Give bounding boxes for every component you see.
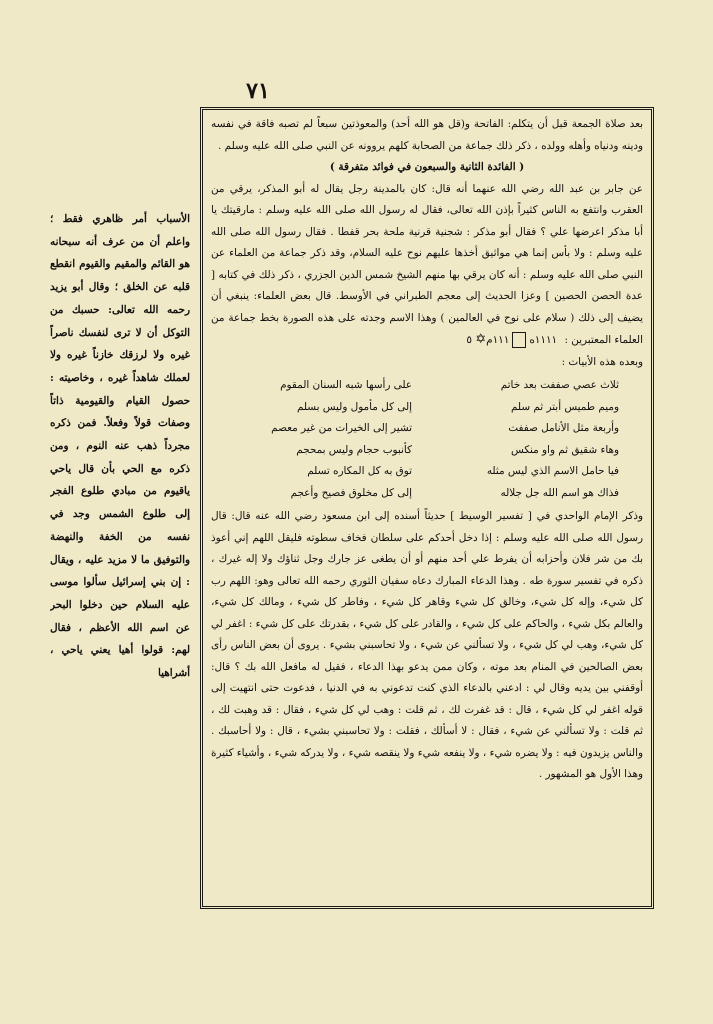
verse-line: وأربعة مثل الأنامل صففت — [508, 422, 619, 434]
main-text-body — [211, 114, 643, 902]
verse-line: إلى كل مخلوق فصيح وأعجم — [290, 486, 412, 499]
verse-line: وهاء شقيق ثم واو منكس — [511, 443, 619, 456]
jabir-paragraph — [211, 179, 643, 352]
star-icon: ✡ — [475, 332, 487, 347]
verse-line: فذاك هو اسم الله جل جلاله — [500, 486, 619, 499]
main-text-frame — [200, 107, 654, 909]
margin-commentary — [50, 208, 190, 898]
verse-line: وميم طميس أبتر ثم سلم — [510, 400, 619, 413]
talisman-tail: ٥ — [466, 334, 472, 346]
verses-block — [211, 375, 643, 504]
verse-line: على رأسها شبه السنان المقوم — [280, 379, 412, 391]
talisman-digits-b: ١١١١ه — [529, 334, 558, 346]
verse-line: إلى كل مأمول وليس بسلم — [296, 400, 412, 413]
talisman-digits-a: ١١١م — [486, 334, 510, 346]
section-title: ( الفائدة الثانية والسبعون في فوائد متفرقة ) — [329, 161, 525, 173]
talisman-box — [512, 332, 526, 348]
intro-paragraph: بعد صلاة الجمعة قبل أن يتكلم: الفاتحة و(قل هو الله أحد) والمعوذتين سبعاً لم تصبه فاقة في نفسه ودينه ودنياه وأهله وولده ، ذكر ذلك جماعة من الصحابة كلهم يروونه عن النبي صلى الله عليه وسلم . — [211, 118, 643, 152]
verse-line: تشير إلى الخيرات من غير معصم — [271, 422, 412, 434]
page-number: ٧١ — [246, 78, 270, 104]
verse-line: كأنبوب حجام وليس بمحجم — [296, 443, 412, 456]
jabir-text: عن جابر بن عبد الله رضي الله عنهما أنه قال: كان بالمدينة رجل يقال له أبو المذكر، يرقي من العقرب وانتفع به الناس كثيراً بإذن الله تعالى، فقال له رسول الله صلى الله عليه وسلم : مارقيتك يا أبا مذكر اعرضها علي ؟ فقال أبو مذكر : شجنية قرنية ملحة بحر قفطا . فقال رسول الله صلى الله عليه وسلم : ولا بأس إنما هي مواثيق أخذها عليهم نوح عليه السلام، وقد ذكر جماعة من العلماء عن النبي صلى الله عليه وسلم : أنه كان يرقي بها منهم الشيخ شمس الدين الجزري ، ذكر ذلك في كتابه [ عدة الحصن الحصين ] وعزا الحديث إلى معجم الطبراني في الأوسط. قال بعض العلماء: ينبغي أن يضيف إلى ذلك ( سلام على نوح في العالمين ) وهذا الاسم وجدته على هذه الصورة بخط جماعة من العلماء المعتبرين : — [211, 182, 643, 346]
talisman-name — [466, 329, 557, 352]
verse-line: فيا حامل الاسم الذي ليس مثله — [486, 465, 619, 477]
margin-text: الأسباب أمر ظاهري فقط ؛ واعلم أن من عرف أنه سبحانه هو القائم والمقيم والقيوم انقطع قلبه عن الخلق ؛ وقال أبو يزيد رحمه الله تعالى: حسبك من التوكل أن لا ترى لنفسك ناصراً غيره ولا لرزقك خازناً غيره ولا لعملك شاهداً غيره ، وخاصيته : حصول القيام والقيومية ذاتاً وصفات قولاً وفعلاً. فمن ذكره مجرداً ذهب عنه النوم ، ومن ذكره مع الحي بأن قال ياحي ياقيوم من مبادي طلوع الفجر إلى طلوع الشمس وجد في نفسه من الخفة والنهضة والتوفيق ما لا مزيد عليه ، ويقال : إن بني إسرائيل سألوا موسى عليه السلام حين دخلوا البحر عن اسم الله الأعظم ، فقال لهم: قولوا أهيا يعني ياحي ، أشراهيا — [50, 213, 190, 680]
verse-line: ثلاث عصي صففت بعد خاتم — [500, 379, 619, 391]
verse-line: توق به كل المكاره تسلم — [307, 465, 412, 477]
verses-intro: وبعده هذه الأبيات : — [561, 355, 643, 368]
wahidi-paragraph: وذكر الإمام الواحدي في [ تفسير الوسيط ] حديثاً أسنده إلى ابن مسعود رضي الله عنه قال: قال رسول الله صلى الله عليه وسلم : إذا دخل أحدكم على سلطان فخاف سطوته فليقل اللهم إني أعوذ بك من شر فلان وأحزابه أن يفرط علي أحد منهم أو أن يطغى عز جارك وجل ثناؤك ولا إله غيرك ، ذكره في تفسير سورة طه . وهذا الدعاء المبارك دعاه سفيان الثوري رحمه الله تعالى وهو: اللهم رب كل شيء، وإله كل شيء، وخالق كل شيء وقاهر كل شيء ، وفاطر كل شيء ، ومالك كل شيء، والعالم بكل شيء ، والحاكم على كل شيء ، والقادر على كل شيء ، بقدرتك على كل شيء : اغفر لي كل شيء، وهب لي كل شيء ، ولا تسألني عن شيء ، ولا تحاسبني بشيء . يروى أن بعض الناس رأى بعض الصالحين في المنام بعد موته ، وكان ممن يدعو بهذا الدعاء ، فقيل له مافعل الله بك ؟ قال: أوقفني بين يديه وقال لي : ادعني بالدعاء الذي كنت تدعوني به في الدنيا ، فدعوت حتى انتهيت إلى قوله اغفر لي كل شيء ، قال : قد غفرت لك ، ثم قلت : وهب لي كل شيء ، فقال : قد وهبت لك ، ثم قلت : ولا تسألني عن شيء ، فقال : لا أسألك ، فقلت : ولا تحاسبني بشيء ، قال : ولا أحاسبك . والناس يزيدون فيه : ولا يضره شيء ، ولا ينفعه شيء ولا ينقصه شيء ، ولا يدركه شيء ، وأشياء كثيرة وهذا الأول هو المشهور . — [211, 510, 643, 780]
